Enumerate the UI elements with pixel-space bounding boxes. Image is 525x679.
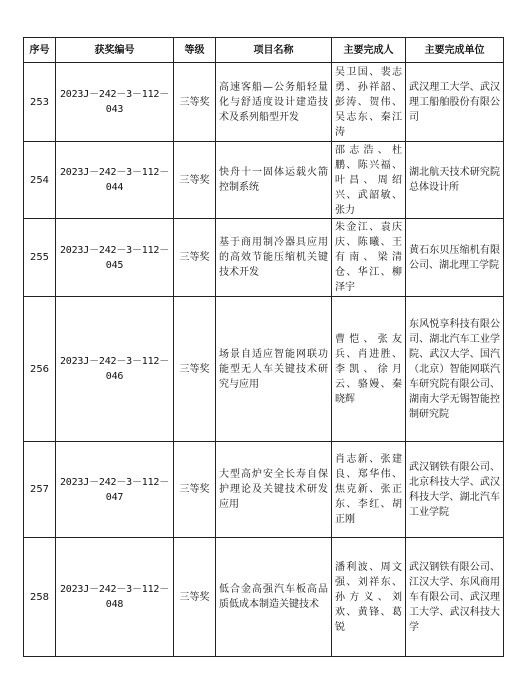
cell-main-people: 邵志浩、杜鹏、陈兴福、叶昌、周绍兴、武韶敏、张力: [332, 142, 406, 219]
cell-serial: 254: [24, 142, 56, 219]
cell-main-org: 武汉钢铁有限公司、北京科技大学、武汉科技大学、湖北汽车工业学院: [406, 442, 504, 538]
table-row: [24, 63, 504, 142]
cell-award-code: 2023J－242－3－112－047: [56, 442, 174, 538]
cell-project-name: 高速客船—公务船轻量化与舒适度设计建造技术及系列船型开发: [216, 63, 332, 142]
cell-main-org: 武汉理工大学、武汉理工船舶股份有限公司: [406, 63, 504, 142]
cell-main-people: 潘利波、周文强、刘祥东、孙方义、刘欢、黄锋、葛锐: [332, 538, 406, 657]
awards-table: [23, 37, 504, 657]
cell-level: 三等奖: [174, 219, 216, 297]
cell-serial: 257: [24, 442, 56, 538]
cell-level: 三等奖: [174, 442, 216, 538]
table-row: [24, 538, 504, 657]
table-header-row: [24, 38, 504, 63]
table-row: [24, 442, 504, 538]
cell-project-name: 基于商用制冷器具应用的高效节能压缩机关键技术开发: [216, 219, 332, 297]
cell-main-org: 黄石东贝压缩机有限公司、湖北理工学院: [406, 219, 504, 297]
cell-project-name: 大型高炉安全长寿自保护理论及关键技术研发应用: [216, 442, 332, 538]
cell-main-people: 吴卫国、裴志勇、孙祥韶、彭涛、贺伟、吴志东、秦江涛: [332, 63, 406, 142]
table-row: [24, 142, 504, 219]
cell-level: 三等奖: [174, 538, 216, 657]
cell-project-name: 快舟十一固体运载火箭控制系统: [216, 142, 332, 219]
cell-award-code: 2023J－242－3－112－048: [56, 538, 174, 657]
cell-main-org: 武汉钢铁有限公司、江汉大学、东风商用车有限公司、武汉理工大学、武汉科技大学: [406, 538, 504, 657]
cell-level: 三等奖: [174, 297, 216, 442]
cell-project-name: 低合金高强汽车板高品质低成本制造关键技术: [216, 538, 332, 657]
table-row: [24, 297, 504, 442]
cell-level: 三等奖: [174, 142, 216, 219]
cell-award-code: 2023J－242－3－112－044: [56, 142, 174, 219]
cell-main-org: 湖北航天技术研究院总体设计所: [406, 142, 504, 219]
cell-main-people: 朱金江、袁庆庆、陈曦、王有南、梁清仓、华江、柳泽宇: [332, 219, 406, 297]
cell-main-people: 肖志新、张建良、郑华伟、焦克新、张正东、李红、胡正刚: [332, 442, 406, 538]
cell-level: 三等奖: [174, 63, 216, 142]
cell-main-people: 曹恺、张友兵、肖进胜、李凯、徐月云、骆嫚、秦晓辉: [332, 297, 406, 442]
cell-award-code: 2023J－242－3－112－046: [56, 297, 174, 442]
header-award-code: 获奖编号: [56, 38, 174, 63]
table-row: [24, 219, 504, 297]
cell-project-name: 场景自适应智能网联功能型无人车关键技术研究与应用: [216, 297, 332, 442]
header-main-people: 主要完成人: [332, 38, 406, 63]
cell-award-code: 2023J－242－3－112－045: [56, 219, 174, 297]
cell-serial: 258: [24, 538, 56, 657]
cell-serial: 255: [24, 219, 56, 297]
header-project-name: 项目名称: [216, 38, 332, 63]
header-serial: 序号: [24, 38, 56, 63]
cell-main-org: 东风悦享科技有限公司、湖北汽车工业学院、武汉大学、国汽（北京）智能网联汽车研究院有限公司、湖南大学无锡智能控制研究院: [406, 297, 504, 442]
header-level: 等级: [174, 38, 216, 63]
cell-serial: 253: [24, 63, 56, 142]
cell-serial: 256: [24, 297, 56, 442]
cell-award-code: 2023J－242－3－112－043: [56, 63, 174, 142]
header-main-org: 主要完成单位: [406, 38, 504, 63]
